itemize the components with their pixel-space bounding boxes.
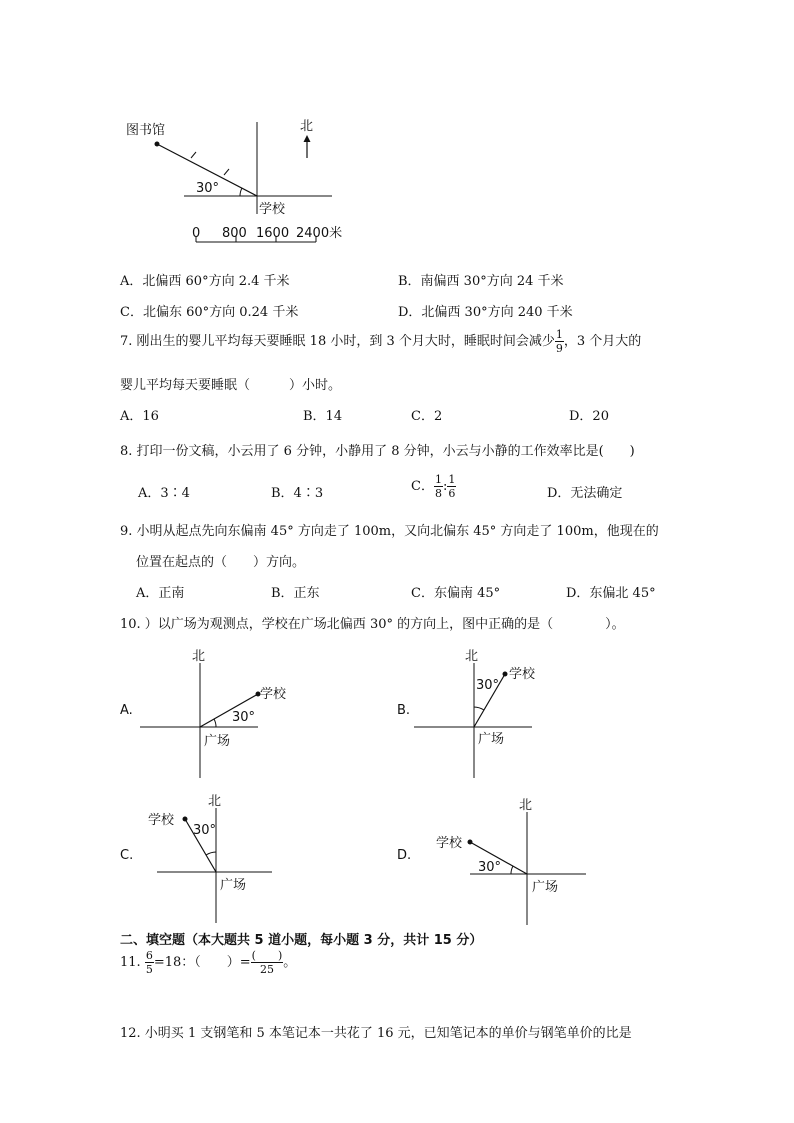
q9-option-a[interactable]: A．正南 xyxy=(136,586,185,601)
q7-frac-den: 9 xyxy=(555,342,563,355)
q8-option-c-prefix: C． xyxy=(411,479,434,494)
q8-fraction-2 xyxy=(447,474,456,499)
diagram-a-angle-arc xyxy=(214,719,216,727)
q8-f1-num: 1 xyxy=(434,473,442,486)
q10-option-a-label[interactable]: A. xyxy=(120,703,133,718)
q8-f2-den: 6 xyxy=(448,487,456,500)
diagram-c-angle-arc xyxy=(206,852,216,855)
diagram-c-square-label: 广场 xyxy=(220,878,247,893)
q9-option-b[interactable]: B．正东 xyxy=(271,586,320,601)
diagram-a-north-label: 北 xyxy=(192,649,206,664)
diagram-d-school-point xyxy=(468,840,473,845)
diagram-b-north-label: 北 xyxy=(465,649,479,664)
q11-f2-den: 25 xyxy=(259,963,274,976)
scale-mark-1 xyxy=(191,152,196,158)
diagram-a-angle-label: 30° xyxy=(232,710,256,725)
q9-option-d[interactable]: D．东偏北 45° xyxy=(566,586,656,601)
diagram-b-square-label: 广场 xyxy=(478,732,505,747)
q8-f2-num: 1 xyxy=(448,473,456,486)
q9-stem-line2: 位置在起点的（ ）方向。 xyxy=(136,555,306,570)
library-label: 图书馆 xyxy=(126,123,166,138)
q6-direction-figure xyxy=(120,110,360,250)
angle-label: 30° xyxy=(196,181,220,196)
q11-f1-den: 5 xyxy=(145,963,153,976)
diagram-d-angle-arc xyxy=(511,866,513,874)
q11-f2-num[interactable]: ( ) xyxy=(251,949,283,962)
q6-option-c[interactable]: C．北偏东 60°方向 0.24 千米 xyxy=(120,305,299,320)
q10-diagram-a[interactable] xyxy=(140,645,300,780)
diagram-c-school-label: 学校 xyxy=(148,813,175,828)
q8-option-b[interactable]: B．4∶3 xyxy=(271,486,324,501)
q8-option-d[interactable]: D．无法确定 xyxy=(547,486,623,501)
q8-option-a[interactable]: A．3∶4 xyxy=(138,486,190,501)
q10-option-b-label[interactable]: B. xyxy=(397,703,411,718)
q8-stem: 8. 打印一份文稿，小云用了 6 分钟，小静用了 8 分钟，小云与小静的工作效率比是( ) xyxy=(120,444,635,459)
q11-prefix: 11. xyxy=(120,955,141,970)
diagram-d-north-label: 北 xyxy=(519,798,533,813)
scale-label-1: 800 xyxy=(222,226,247,241)
q6-option-b[interactable]: B．南偏西 30°方向 24 千米 xyxy=(398,274,564,289)
school-label: 学校 xyxy=(259,202,286,217)
q10-diagram-b[interactable] xyxy=(414,645,574,780)
diagram-b-angle-arc xyxy=(474,707,484,710)
q7-option-c[interactable]: C．2 xyxy=(411,409,443,424)
q11-suffix: 。 xyxy=(283,955,297,970)
scale-label-3: 2400米 xyxy=(296,226,343,241)
q7-option-d[interactable]: D．20 xyxy=(569,409,609,424)
diagram-d-school-label: 学校 xyxy=(436,836,463,851)
q10-option-d-label[interactable]: D. xyxy=(397,848,412,863)
q6-option-d[interactable]: D．北偏西 30°方向 240 千米 xyxy=(398,305,573,320)
q10-diagram-d[interactable] xyxy=(414,790,594,925)
q9-option-c[interactable]: C．东偏南 45° xyxy=(411,586,501,601)
q8-fraction-1 xyxy=(434,474,443,499)
diagram-c-school-point xyxy=(183,817,188,822)
q7-text-after: ，3 个月大的 xyxy=(563,334,642,349)
q8-option-c[interactable] xyxy=(411,474,456,499)
north-label: 北 xyxy=(300,119,314,134)
diagram-b-school-label: 学校 xyxy=(509,667,536,682)
scale-label-0: 0 xyxy=(192,226,201,241)
diagram-d-square-label: 广场 xyxy=(532,880,559,895)
q11-stem xyxy=(120,950,296,975)
diagram-b-school-point xyxy=(503,672,508,677)
diagram-b-angle-label: 30° xyxy=(476,678,500,693)
diagram-a-square-label: 广场 xyxy=(204,734,231,749)
q8-f1-den: 8 xyxy=(434,487,442,500)
scale-mark-2 xyxy=(224,169,229,175)
q7-fraction xyxy=(555,329,564,354)
q7-option-a[interactable]: A．16 xyxy=(120,409,159,424)
diagram-c-north-label: 北 xyxy=(208,794,222,809)
scale-label-2: 1600 xyxy=(256,226,290,241)
q7-stem-line1 xyxy=(120,329,641,354)
section-2-title: 二、填空题（本大题共 5 道小题，每小题 3 分，共计 15 分） xyxy=(120,933,483,948)
diagram-d-angle-label: 30° xyxy=(478,860,502,875)
angle-arc xyxy=(240,188,242,196)
q7-option-b[interactable]: B．14 xyxy=(303,409,343,424)
q10-diagram-c[interactable] xyxy=(140,790,300,925)
q9-stem-line1: 9. 小明从起点先向东偏南 45° 方向走了 100m，又向北偏东 45° 方向走了 100m，他现在的 xyxy=(120,524,659,539)
q10-stem: 10. ）以广场为观测点，学校在广场北偏西 30° 的方向上，图中正确的是（ ）。 xyxy=(120,617,625,632)
q6-option-a[interactable]: A．北偏西 60°方向 2.4 千米 xyxy=(120,274,290,289)
diagram-c-angle-label: 30° xyxy=(193,823,217,838)
q7-stem-line2: 婴儿平均每天要睡眠（ ）小时。 xyxy=(120,378,342,393)
north-arrow-head xyxy=(304,135,311,142)
q11-fraction-2 xyxy=(251,950,284,975)
q7-frac-num: 1 xyxy=(555,328,563,341)
q11-f1-num: 6 xyxy=(145,949,153,962)
q7-text-before: 7. 刚出生的婴儿平均每天要睡眠 18 小时，到 3 个月大时，睡眠时间会减少 xyxy=(120,334,555,349)
q11-middle: =18：（ ）= xyxy=(153,955,251,970)
q8-ratio-sep: : xyxy=(442,479,448,494)
q11-fraction-1 xyxy=(145,950,154,975)
diagram-a-school-label: 学校 xyxy=(260,687,287,702)
q10-option-c-label[interactable]: C. xyxy=(120,848,134,863)
q12-stem-line1: 12. 小明买 1 支钢笔和 5 本笔记本一共花了 16 元，已知笔记本的单价与钢笔单价的比是 xyxy=(120,1026,632,1041)
